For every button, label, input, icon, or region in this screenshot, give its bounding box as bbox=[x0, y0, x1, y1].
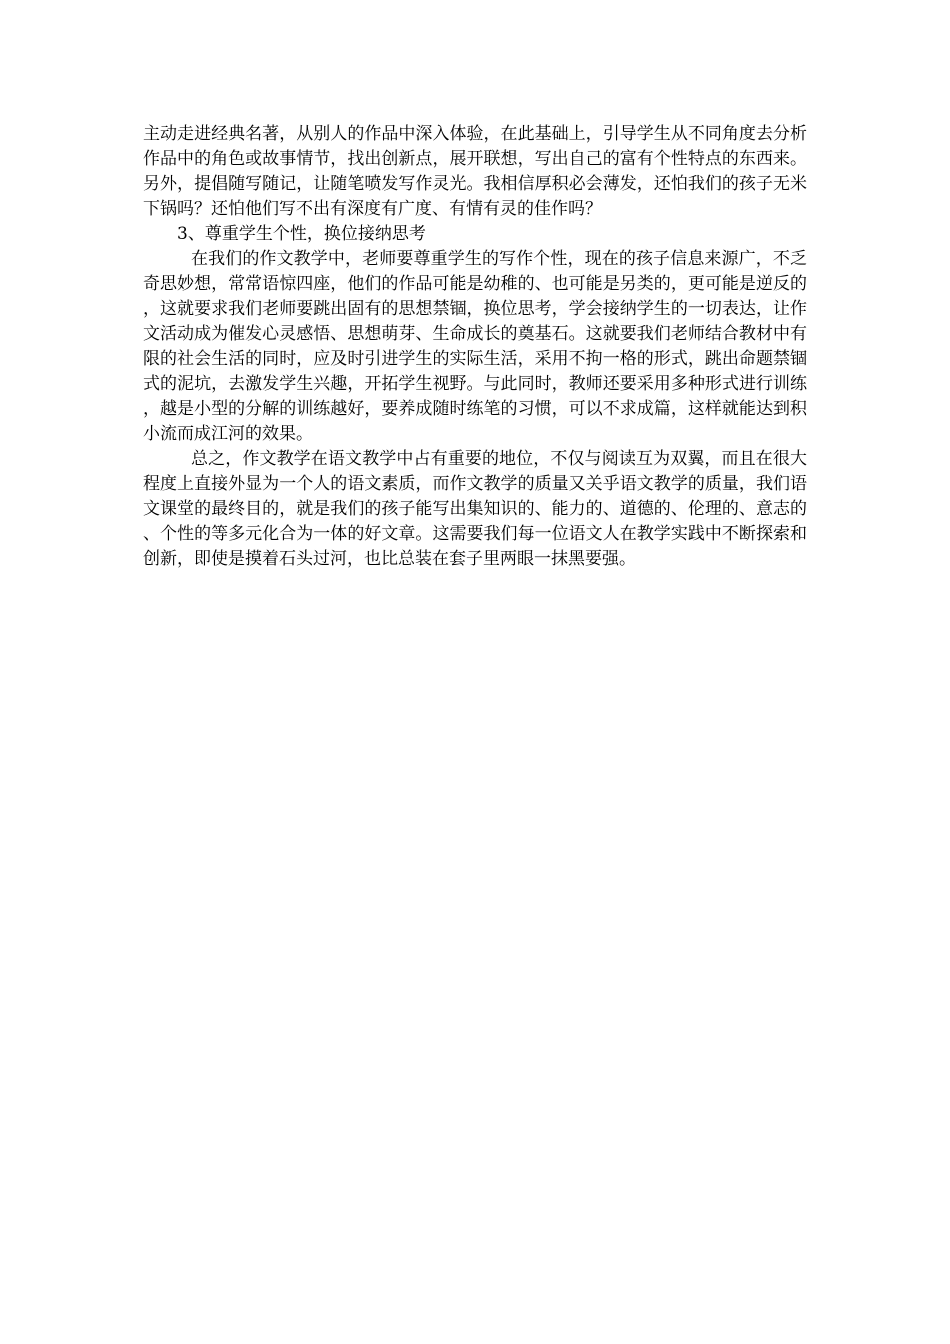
section-heading: 3、尊重学生个性，换位接纳思考 bbox=[177, 224, 426, 244]
paragraph-continuation: 主动走进经典名著，从别人的作品中深入体验，在此基础上，引导学生从不同角度去分析作品中的角色或故事情节，找出创新点，展开联想，写出自己的富有个性特点的东西来。另外，提倡随写随记，让随笔喷发写作灵光。我相信厚积必会薄发，还怕我们的孩子无米下锅吗？还怕他们写不出有深度有广度、有情有灵的佳作吗？ bbox=[143, 124, 807, 219]
paragraph-respect-individuality: 在我们的作文教学中，老师要尊重学生的写作个性，现在的孩子信息来源广，不乏奇思妙想，常常语惊四座，他们的作品可能是幼稚的、也可能是另类的，更可能是逆反的，这就要求我们老师要跳出固有的思想禁锢，换位思考，学会接纳学生的一切表达，让作文活动成为催发心灵感悟、思想萌芽、生命成长的奠基石。这就要我们老师结合教材中有限的社会生活的同时，应及时引进学生的实际生活，采用不拘一格的形式，跳出命题禁锢式的泥坑，去激发学生兴趣，开拓学生视野。与此同时，教师还要采用多种形式进行训练，越是小型的分解的训练越好，要养成随时练笔的习惯，可以不求成篇，这样就能达到积小流而成江河的效果。 bbox=[143, 249, 807, 444]
paragraph-conclusion: 总之，作文教学在语文教学中占有重要的地位，不仅与阅读互为双翼，而且在很大程度上直接外显为一个人的语文素质，而作文教学的质量又关乎语文教学的质量，我们语文课堂的最终目的，就是我们的孩子能写出集知识的、能力的、道德的、伦理的、意志的、个性的等多元化合为一体的好文章。这需要我们每一位语文人在教学实践中不断探索和创新，即使是摸着石头过河，也比总装在套子里两眼一抹黑要强。 bbox=[143, 449, 807, 569]
document-body bbox=[143, 122, 807, 572]
